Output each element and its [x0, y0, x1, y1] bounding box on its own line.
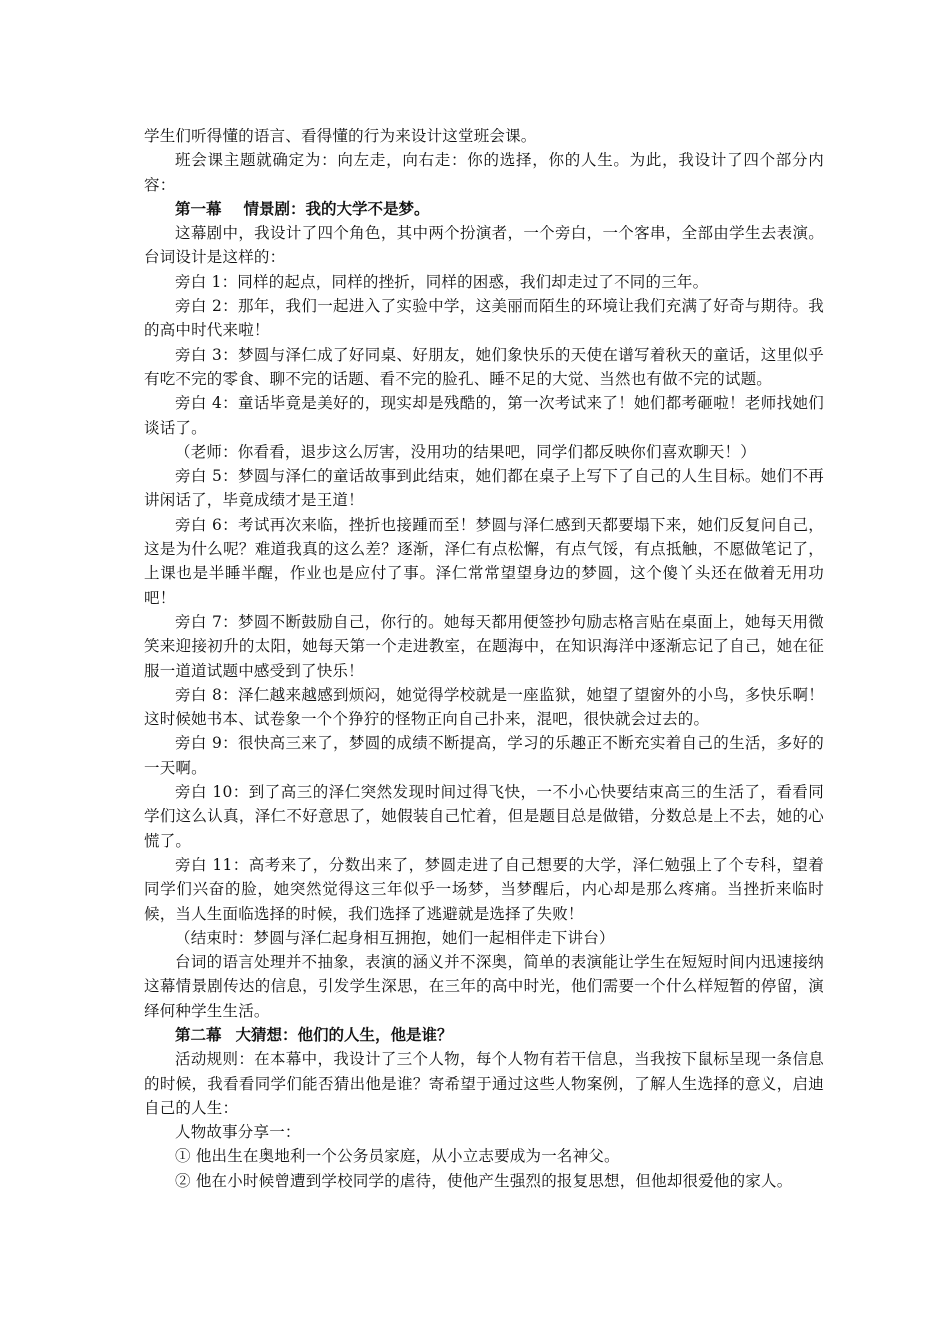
narration-line: 旁白 3：梦圆与泽仁成了好同桌、好朋友，她们象快乐的天使在谱写着秋天的童话，这里似乎有吃不完的零食、聊不完的话题、看不完的脸孔、睡不足的大觉、当然也有做不完的试题。: [144, 345, 824, 388]
act-number: 第一幕: [175, 199, 222, 218]
paragraph: 班会课主题就确定为：向左走，向右走：你的选择，你的人生。为此，我设计了四个部分内容：: [144, 151, 824, 194]
act-title: 大猜想：他们的人生，他是谁？: [235, 1025, 453, 1044]
narration-line: 旁白 5：梦圆与泽仁的童话故事到此结束，她们都在桌子上写下了自己的人生目标。她们不再讲闲话了，毕竟成绩才是王道！: [144, 467, 824, 510]
act-title: 情景剧：我的大学不是梦。: [243, 199, 430, 218]
narration-line: 旁白 1：同样的起点，同样的挫折，同样的困惑，我们却走过了不同的三年。: [175, 272, 709, 291]
list-item: ② 他在小时候曾遭到学校同学的虐待，使他产生强烈的报复思想，但他却很爱他的家人。: [175, 1171, 793, 1190]
document-page: [144, 124, 824, 1193]
stage-note: （老师：你看看，退步这么厉害，没用功的结果吧，同学们都反映你们喜欢聊天！）: [175, 442, 756, 461]
narration-line: 旁白 11：高考来了，分数出来了，梦圆走进了自己想要的大学，泽仁勉强上了个专科，望着同学们兴奋的脸，她突然觉得这三年似乎一场梦，当梦醒后，内心却是那么疼痛。当挫折来临时候，当人生面临选择的时候，我们选择了逃避就是选择了失败！: [144, 855, 824, 923]
list-item: ① 他出生在奥地利一个公务员家庭，从小立志要成为一名神父。: [175, 1147, 620, 1166]
paragraph: 人物故事分享一：: [175, 1123, 301, 1142]
narration-line: 旁白 7：梦圆不断鼓励自己，你行的。她每天都用便签抄句励志格言贴在桌面上，她每天用微笑来迎接初升的太阳，她每天第一个走进教室，在题海中，在知识海洋中逐渐忘记了自己，她在征服一道道试题中感受到了快乐！: [144, 612, 824, 680]
narration-line: 旁白 4：童话毕竟是美好的，现实却是残酷的，第一次考试来了！她们都考砸啦！老师找她们谈话了。: [144, 394, 824, 437]
narration-line: 旁白 8：泽仁越来越感到烦闷，她觉得学校就是一座监狱，她望了望窗外的小鸟，多快乐啊！这时候她书本、试卷象一个个狰狞的怪物正向自己扑来，混吧，很快就会过去的。: [144, 685, 824, 729]
section-heading-act1: [144, 197, 824, 221]
narration-line: 旁白 2：那年，我们一起进入了实验中学，这美丽而陌生的环境让我们充满了好奇与期待。我的高中时代来啦！: [144, 297, 824, 340]
paragraph: 台词的语言处理并不抽象，表演的涵义并不深奥，简单的表演能让学生在短短时间内迅速接纳这幕情景剧传达的信息，引发学生深思，在三年的高中时光，他们需要一个什么样短暂的停留，演绎何种学生生活。: [144, 953, 824, 1020]
narration-line: 旁白 9：很快高三来了，梦圆的成绩不断提高，学习的乐趣正不断充实着自己的生活，多好的一天啊。: [144, 734, 824, 777]
narration-line: 旁白 6：考试再次来临，挫折也接踵而至！梦圆与泽仁感到天都要塌下来，她们反复问自己，这是为什么呢？难道我真的这么差？逐渐，泽仁有点松懈，有点气馁，有点抵触，不愿做笔记了，上课也是半睡半醒，作业也是应付了事。泽仁常常望望身边的梦圆，这个傻丫头还在做着无用功吧！: [144, 515, 824, 607]
paragraph: 学生们听得懂的语言、看得懂的行为来设计这堂班会课。: [144, 127, 537, 145]
narration-line: 旁白 10：到了高三的泽仁突然发现时间过得飞快，一不小心快要结束高三的生活了，看看同学们这么认真，泽仁不好意思了，她假装自己忙着，但是题目总是做错，分数总是上不去，她的心慌了。: [144, 783, 824, 850]
paragraph: 活动规则：在本幕中，我设计了三个人物，每个人物有若干信息，当我按下鼠标呈现一条信息的时候，我看看同学们能否猜出他是谁？寄希望于通过这些人物案例，了解人生选择的意义，启迪自己的人生：: [144, 1050, 824, 1117]
paragraph: 这幕剧中，我设计了四个角色，其中两个扮演者，一个旁白，一个客串，全部由学生去表演。台词设计是这样的：: [144, 224, 824, 267]
stage-note: （结束时：梦圆与泽仁起身相互拥抱，她们一起相伴走下讲台）: [175, 928, 615, 947]
act-number: 第二幕: [175, 1025, 222, 1044]
section-heading-act2: [144, 1023, 824, 1047]
